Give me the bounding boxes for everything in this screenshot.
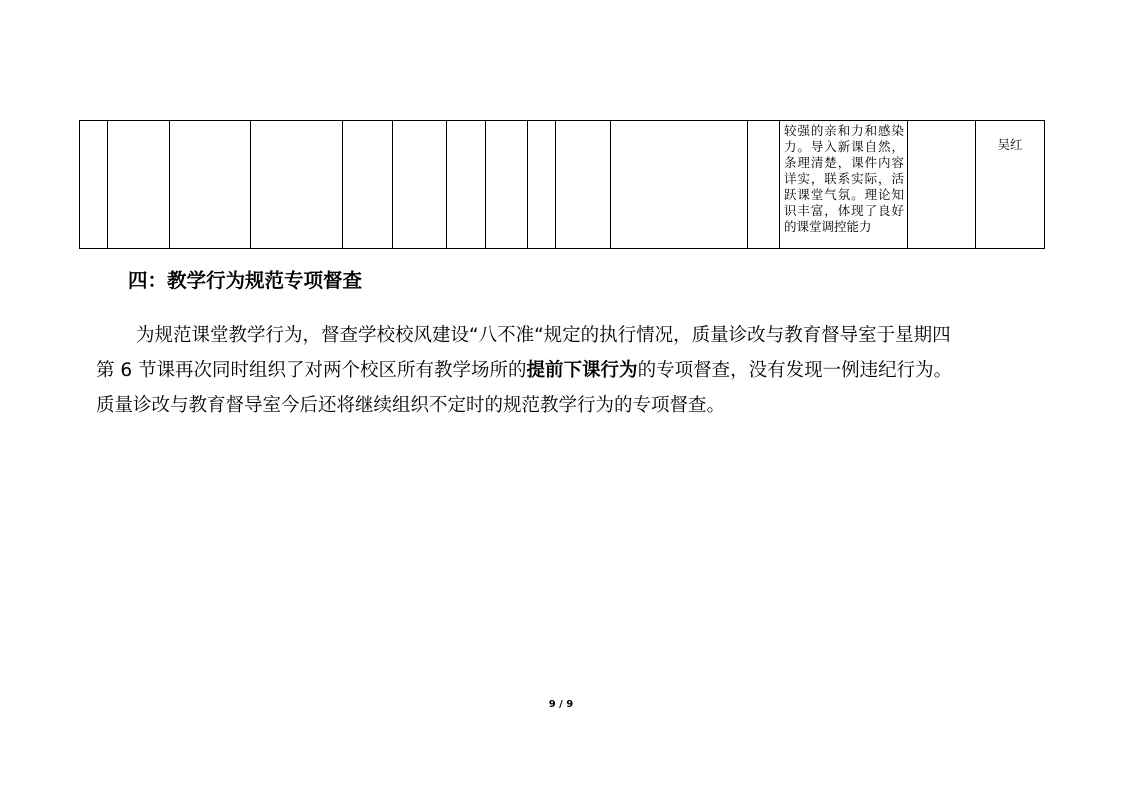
paragraph-line-3: 质量诊改与教育督导室今后还将继续组织不定时的规范教学行为的专项督查。 <box>96 395 726 416</box>
table-cell <box>447 121 486 249</box>
page-number: 9 / 9 <box>548 699 574 710</box>
table-cell <box>556 121 611 249</box>
table-cell <box>908 121 976 249</box>
paragraph-line-1: 为规范课堂教学行为，督查学校校风建设“八不准“规定的执行情况，质量诊改与教育督导室于星期四 <box>136 325 951 346</box>
paragraph-line-2-start: 第 6 节课再次同时组织了对两个校区所有教学场所的 <box>96 360 527 381</box>
table-cell <box>748 121 780 249</box>
emphasized-phrase: 提前下课行为 <box>526 360 638 381</box>
table-row <box>80 121 1045 249</box>
table-cell <box>486 121 528 249</box>
table-cell <box>611 121 748 249</box>
section-heading: 四：教学行为规范专项督查 <box>128 269 363 292</box>
inspection-table <box>79 120 1045 249</box>
table-cell <box>170 121 251 249</box>
paragraph-line-2 <box>96 353 1036 388</box>
table-cell <box>108 121 170 249</box>
table-cell <box>343 121 393 249</box>
body-paragraph <box>96 318 1036 423</box>
table-cell <box>251 121 343 249</box>
paragraph-line-2-end: 的专项督查，没有发现一例违纪行为。 <box>637 360 953 381</box>
evaluation-comment-cell: 较强的亲和力和感染力。导入新课自然，条理清楚，课件内容详实，联系实际，活跃课堂气氛。理论知识丰富，体现了良好的课堂调控能力 <box>780 121 908 249</box>
table-cell <box>80 121 108 249</box>
table-cell <box>528 121 556 249</box>
inspector-name-cell: 吴红 <box>976 121 1045 249</box>
table-cell <box>393 121 447 249</box>
